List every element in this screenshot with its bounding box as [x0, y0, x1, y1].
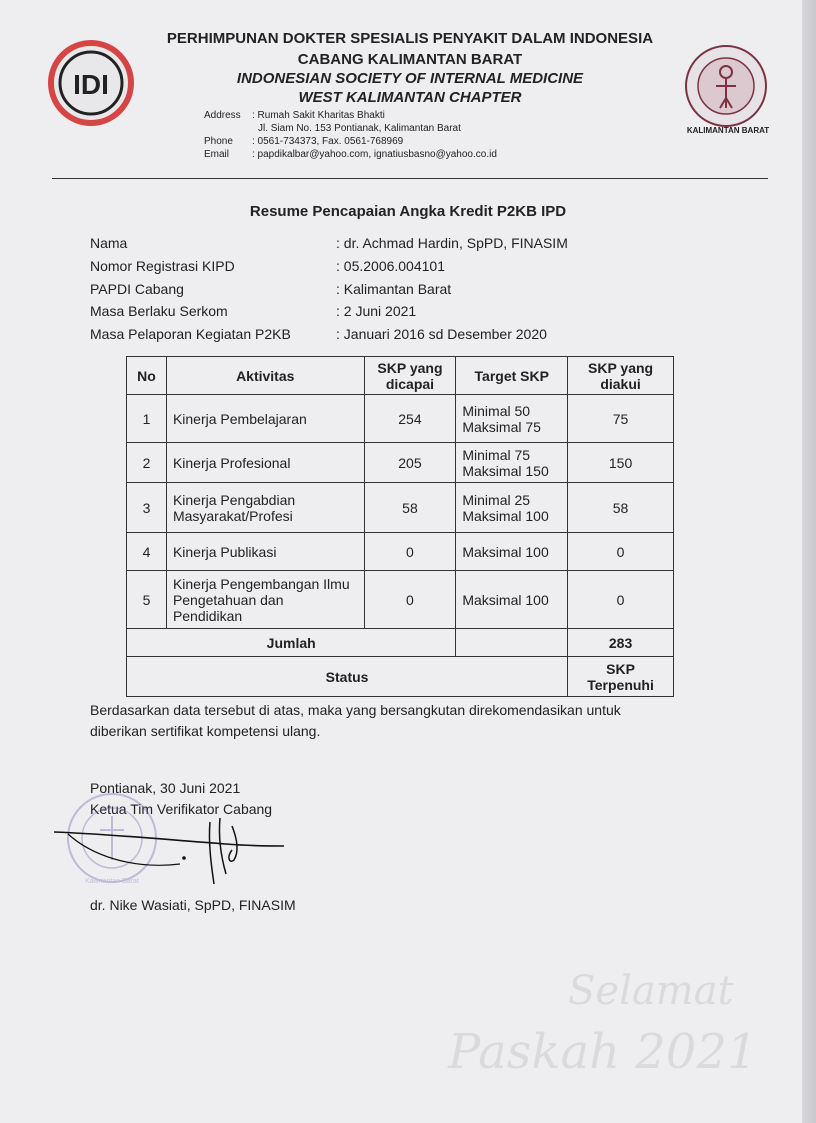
- email-value: : papdikalbar@yahoo.com, ignatiusbasno@yahoo.co.id: [252, 149, 497, 160]
- watermark-line1: Selamat: [568, 968, 734, 1014]
- table-row: [127, 395, 674, 443]
- info-value: : Januari 2016 sd Desember 2020: [336, 326, 547, 342]
- org-chapter-english: WEST KALIMANTAN CHAPTER: [298, 89, 522, 106]
- row-diakui: 75: [568, 395, 674, 443]
- row-diakui: 0: [568, 571, 674, 629]
- row-target: Minimal 75 Maksimal 150: [456, 443, 568, 483]
- row-aktivitas: Kinerja Publikasi: [166, 533, 364, 571]
- header-no: No: [127, 357, 167, 395]
- org-name-indonesian: PERHIMPUNAN DOKTER SPESIALIS PENYAKIT DALAM INDONESIA: [166, 30, 654, 47]
- header-target: Target SKP: [456, 357, 568, 395]
- papdi-logo: [684, 44, 768, 128]
- status-value: SKP Terpenuhi: [568, 657, 674, 697]
- email-label: Email: [204, 149, 230, 160]
- email-line: [204, 149, 497, 160]
- info-label: Masa Pelaporan Kegiatan P2KB: [90, 326, 291, 342]
- row-diakui: 58: [568, 483, 674, 533]
- row-aktivitas: Kinerja Pengabdian Masyarakat/Profesi: [166, 483, 364, 533]
- table-row: [127, 443, 674, 483]
- info-value: : Kalimantan Barat: [336, 281, 452, 297]
- row-no: 1: [127, 395, 167, 443]
- row-aktivitas: Kinerja Pengembangan Ilmu Pengetahuan dan Pendidikan: [166, 571, 364, 629]
- row-target: Maksimal 100: [456, 571, 568, 629]
- signer-position: Ketua Tim Verifikator Cabang: [90, 801, 273, 817]
- phone-line: [204, 136, 403, 147]
- row-target: Minimal 25 Maksimal 100: [456, 483, 568, 533]
- jumlah-label: Jumlah: [127, 629, 456, 657]
- row-aktivitas: Kinerja Profesional: [166, 443, 364, 483]
- table-header-row: [127, 357, 674, 395]
- row-no: 3: [127, 483, 167, 533]
- row-no: 2: [127, 443, 167, 483]
- org-chapter-indonesian: CABANG KALIMANTAN BARAT: [297, 51, 523, 68]
- info-value: : 05.2006.004101: [336, 258, 445, 274]
- info-label: Masa Berlaku Serkom: [90, 303, 228, 319]
- p2kb-table: [126, 356, 674, 697]
- recommendation-paragraph: Berdasarkan data tersebut di atas, maka yang bersangkutan direkomendasikan untuk diberikan sertifikat kompetensi ulang.: [90, 702, 621, 739]
- page-edge: [802, 0, 816, 1123]
- info-row-nama: [90, 235, 568, 251]
- status-row: [127, 657, 674, 697]
- row-dicapai: 0: [364, 571, 456, 629]
- info-value: : 2 Juni 2021: [336, 303, 417, 319]
- idi-logo-text: IDI: [73, 69, 109, 100]
- signer-name: dr. Nike Wasiati, SpPD, FINASIM: [90, 897, 296, 913]
- info-row-registrasi: [90, 258, 445, 274]
- row-target: Minimal 50 Maksimal 75: [456, 395, 568, 443]
- row-aktivitas: Kinerja Pembelajaran: [166, 395, 364, 443]
- address-line: [204, 110, 385, 121]
- place-date: Pontianak, 30 Juni 2021: [90, 780, 241, 796]
- row-dicapai: 254: [364, 395, 456, 443]
- jumlah-row: [127, 629, 674, 657]
- stamp-caption: Kalimantan Barat: [85, 878, 139, 885]
- address-value-2: Jl. Siam No. 153 Pontianak, Kalimantan Barat: [258, 123, 461, 134]
- header-aktivitas: Aktivitas: [166, 357, 364, 395]
- header-skp-diakui: SKP yang diakui: [568, 357, 674, 395]
- row-diakui: 0: [568, 533, 674, 571]
- handwritten-signature: [50, 814, 290, 888]
- info-row-cabang: [90, 281, 452, 297]
- address-label: Address: [204, 110, 241, 121]
- row-dicapai: 205: [364, 443, 456, 483]
- org-name-english: INDONESIAN SOCIETY OF INTERNAL MEDICINE: [236, 70, 584, 87]
- info-value: : dr. Achmad Hardin, SpPD, FINASIM: [336, 235, 568, 251]
- info-label: PAPDI Cabang: [90, 281, 184, 297]
- status-label: Status: [127, 657, 568, 697]
- header-skp-dicapai: SKP yang dicapai: [364, 357, 456, 395]
- document-title: Resume Pencapaian Angka Kredit P2KB IPD: [249, 203, 567, 220]
- address-value: : Rumah Sakit Kharitas Bhakti: [252, 110, 385, 121]
- table-row: [127, 483, 674, 533]
- phone-label: Phone: [204, 136, 233, 147]
- info-row-pelaporan: [90, 326, 547, 342]
- address-line-2: [204, 123, 461, 134]
- header-divider: [52, 178, 768, 179]
- idi-logo: [48, 40, 134, 126]
- row-dicapai: 58: [364, 483, 456, 533]
- jumlah-empty: [456, 629, 568, 657]
- paskah-watermark: [448, 960, 758, 1080]
- row-target: Maksimal 100: [456, 533, 568, 571]
- watermark-line2: Paskah 2021: [448, 1024, 758, 1080]
- phone-value: : 0561-734373, Fax. 0561-768969: [252, 136, 404, 147]
- info-label: Nama: [90, 235, 128, 251]
- info-label: Nomor Registrasi KIPD: [90, 258, 235, 274]
- row-diakui: 150: [568, 443, 674, 483]
- jumlah-value: 283: [568, 629, 674, 657]
- row-no: 4: [127, 533, 167, 571]
- row-dicapai: 0: [364, 533, 456, 571]
- row-no: 5: [127, 571, 167, 629]
- info-row-serkom: [90, 303, 417, 319]
- table-row: [127, 571, 674, 629]
- table-row: [127, 533, 674, 571]
- papdi-logo-caption: KALIMANTAN BARAT: [686, 126, 770, 135]
